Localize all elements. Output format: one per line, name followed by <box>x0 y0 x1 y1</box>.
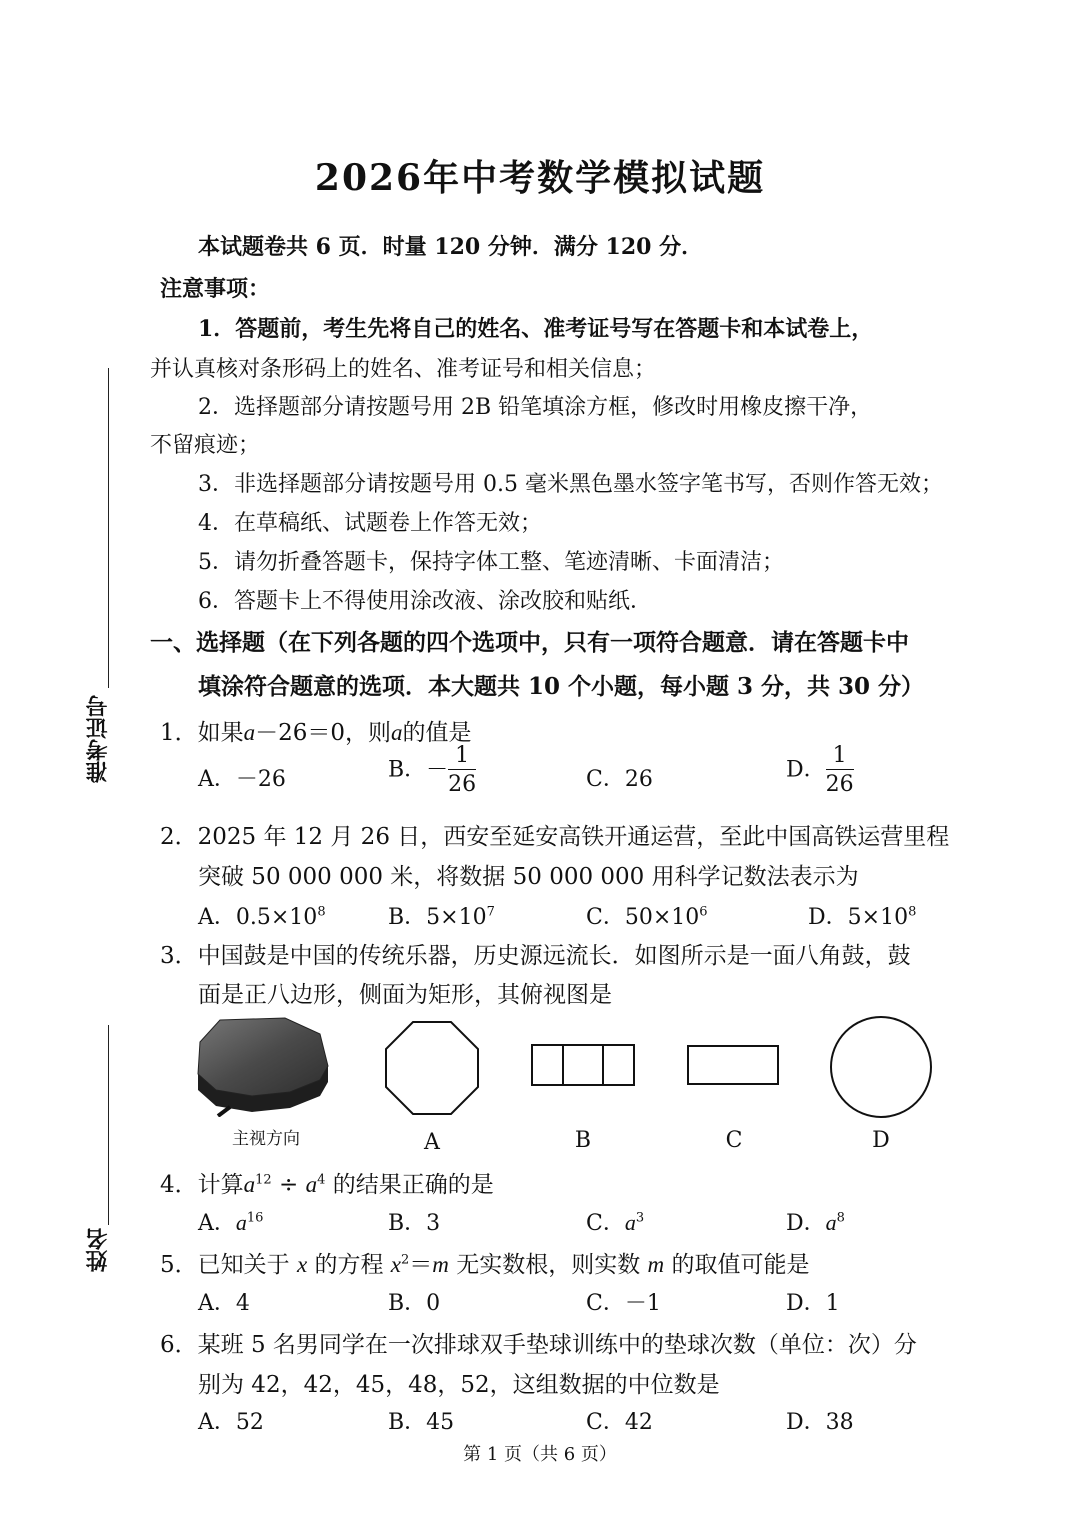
name-line <box>108 1025 109 1225</box>
question-number: 5． <box>160 1252 198 1278</box>
q4-option-d: D．$a^8$ <box>786 1210 845 1236</box>
notice-item-1-cont: 并认真核对条形码上的姓名、准考证号和相关信息； <box>150 357 657 382</box>
q1-option-d: D． $\frac{1}{26}$ <box>786 743 854 797</box>
figure-label-b: B <box>574 1128 592 1153</box>
figure-caption: 主视方向 <box>232 1129 300 1149</box>
q1-option-b: B．－ $\frac{1}{26}$ <box>388 743 477 797</box>
q6-option-b: B．45 <box>388 1410 455 1435</box>
exam-info: 本试题卷共 6 页．时量 120 分钟．满分 120 分． <box>198 234 704 260</box>
question-6-cont: 别为 42，42，45，48，52，这组数据的中位数是 <box>198 1372 720 1398</box>
question-6: 6．某班 5 名男同学在一次排球双手垫球训练中的垫球次数（单位：次）分 <box>160 1332 917 1358</box>
q2-option-a: A．$0.5\times 10^8$ <box>198 904 326 930</box>
question-number: 6． <box>160 1332 198 1358</box>
q2-option-d: D．$5\times 10^8$ <box>808 904 917 930</box>
q5-option-a: A．4 <box>198 1291 250 1316</box>
figure-label-c: C <box>725 1128 743 1153</box>
option-b-rectangle-divided <box>530 1042 636 1088</box>
q5-option-c: C．－1 <box>586 1291 661 1316</box>
question-number: 3． <box>160 943 198 969</box>
question-5: 5．已知关于 x 的方程 $x^2=m$ 无实数根，则实数 m 的取值可能是 <box>160 1252 810 1278</box>
option-d-circle <box>828 1014 934 1120</box>
figure-label-d: D <box>872 1128 890 1153</box>
question-1: 1．如果a－26＝0，则a的值是 <box>160 720 472 746</box>
exam-title: 2026年中考数学模拟试题 <box>314 157 766 199</box>
section-heading: 一、选择题（在下列各题的四个选项中，只有一项符合题意．请在答题卡中 <box>150 629 909 656</box>
option-a-octagon <box>382 1018 482 1118</box>
figure-label-a: A <box>424 1130 440 1155</box>
exam-id-label: 准考证号 <box>85 695 111 783</box>
q4-option-a: A．$a^{16}$ <box>198 1210 264 1236</box>
q1-option-c: C．26 <box>586 767 653 792</box>
q6-option-a: A．52 <box>198 1410 264 1435</box>
notice-item-5: 5．请勿折叠答题卡，保持字体工整、笔迹清晰、卡面清洁； <box>198 550 784 575</box>
notice-heading: 注意事项： <box>160 276 271 302</box>
q5-option-b: B．0 <box>388 1291 441 1316</box>
q4-option-c: C．$a^3$ <box>586 1210 645 1236</box>
page-footer: 第 1 页（共 6 页） <box>463 1444 617 1465</box>
question-4: 4．计算$a^{12} \div a^4$ 的结果正确的是 <box>160 1172 494 1198</box>
notice-item-6: 6．答题卡上不得使用涂改液、涂改胶和贴纸． <box>198 589 652 614</box>
q6-option-d: D．38 <box>786 1410 854 1435</box>
fraction: $\frac{1}{26}$ <box>825 743 854 797</box>
question-2: 2．2025 年 12 月 26 日，西安至延安高铁开通运营，至此中国高铁运营里程 <box>160 824 950 850</box>
question-number: 1． <box>160 720 198 746</box>
section-heading-cont: 填涂符合题意的选项．本大题共 10 个小题，每小题 3 分，共 30 分） <box>198 673 925 700</box>
exam-id-line <box>108 368 109 688</box>
q6-option-c: C．42 <box>586 1410 653 1435</box>
octagonal-drum-figure <box>190 1012 340 1117</box>
option-c-rectangle <box>686 1043 780 1087</box>
notice-item-4: 4．在草稿纸、试题卷上作答无效； <box>198 511 542 536</box>
q2-option-c: C．$50\times 10^6$ <box>586 904 708 930</box>
q2-option-b: B．$5\times 10^7$ <box>388 904 495 930</box>
question-number: 4． <box>160 1172 198 1198</box>
notice-item-3: 3．非选择题部分请按题号用 0.5 毫米黑色墨水签字笔书写，否则作答无效； <box>198 472 943 497</box>
question-3: 3．中国鼓是中国的传统乐器，历史源远流长．如图所示是一面八角鼓，鼓 <box>160 943 911 969</box>
q1-option-a: A．－26 <box>198 767 286 792</box>
q4-option-b: B．3 <box>388 1211 441 1236</box>
question-2-cont: 突破 50 000 000 米，将数据 50 000 000 用科学记数法表示为 <box>198 864 859 890</box>
q5-option-d: D．1 <box>786 1291 840 1316</box>
question-number: 2． <box>160 824 198 850</box>
notice-item-2-cont: 不留痕迹； <box>150 433 261 458</box>
fraction: $\frac{1}{26}$ <box>448 743 477 797</box>
notice-item-2: 2．选择题部分请按题号用 2B 铅笔填涂方框，修改时用橡皮擦干净， <box>198 395 873 420</box>
name-label: 姓名 <box>85 1228 111 1272</box>
question-3-cont: 面是正八边形，侧面为矩形，其俯视图是 <box>198 982 612 1008</box>
notice-item-1: 1．答题前，考生先将自己的姓名、准考证号写在答题卡和本试卷上， <box>198 316 874 342</box>
